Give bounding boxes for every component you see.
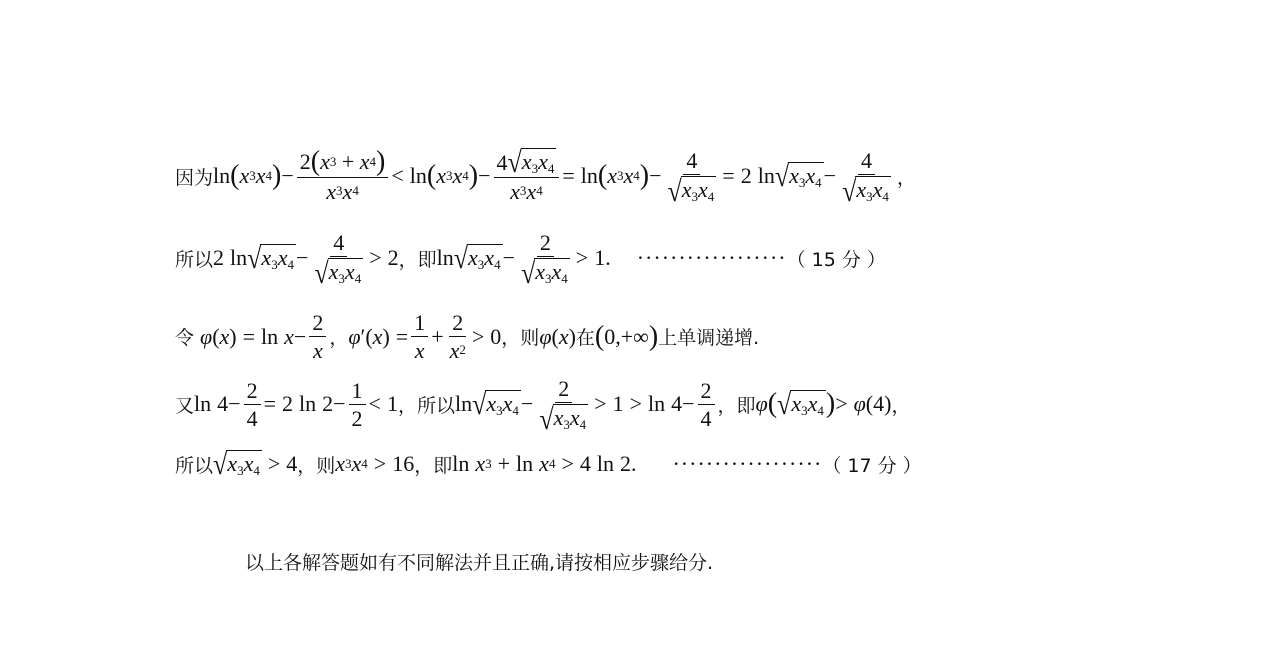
equation-line-5: 所以 √ $x_3x_4$ > 4 ，则 x 3 x 4 > 16 ，即 ln x 3 + ln x 4 > 4 ln 2 . ·················· （ 17 分 ） (175, 448, 922, 482)
line2-dots: ·················· (636, 245, 787, 271)
line5-connector-1: ，则 (297, 454, 336, 477)
line3-connector-1: ， (329, 327, 349, 350)
line2-prefix: 所以 (175, 248, 214, 271)
line2-period: . (605, 245, 611, 271)
line3-mid: 在 (575, 327, 595, 350)
line5-connector-2: ，即 (414, 454, 453, 477)
equation-line-4: 又 ln 4 − $\frac{2}{4}$ = 2 ln 2 − $\frac{1}{2}$ < 1 ，所以 ln √ $x_3x_4$ − 2 √ $x_3x_4$ > 1 > ln 4 − $\frac{2}{4}$ ，即 φ ( √ $x_3x_4$ ) > φ (4) ， (175, 376, 911, 436)
fraction: 4 √ $x_3x_4$ x 3 x 4 (494, 148, 560, 205)
fraction: 2 √ $x_3x_4$ (520, 230, 568, 290)
line4-connector-1: ，所以 (397, 394, 455, 417)
line3-connector-2: ，则 (501, 327, 540, 350)
line4-prefix: 又 (175, 394, 195, 417)
fraction: 2 ( x 3 + x 4 ) x 3 x 4 (297, 148, 389, 204)
fraction: $\frac{1}{x}$ (411, 310, 428, 364)
line5-score: （ 17 分 ） (822, 454, 922, 477)
equation-line-3: 令 φ ( x ) = ln x − $\frac{2}{x}$ ， φ ′ ( x ) = $\frac{1}{x}$ + 2 x 2 > 0 ，则 φ ( x ) 在 ( 0, +∞ ) 上单调递增. (175, 310, 760, 364)
line4-comma: ， (891, 394, 911, 417)
fraction: $\frac{2}{4}$ (244, 378, 261, 432)
fraction: $\frac{2}{x}$ (309, 310, 326, 364)
fraction: $\frac{1}{2}$ (349, 378, 366, 432)
equation-line-2: 所以 2 ln √ $x_3x_4$ − 4 √ $x_3x_4$ > 2 ，即 ln √ $x_3x_4$ − 2 √ $x_3x_4$ > 1 . ·················· （ 15 分 ） (175, 230, 886, 290)
line5-period: . (630, 451, 637, 477)
line1-comma: ， (896, 166, 916, 189)
line3-end: 上单调递增. (658, 327, 760, 350)
fraction: 4 √ $x_3x_4$ (314, 230, 362, 290)
fraction: $\frac{2}{4}$ (698, 378, 715, 432)
line2-score: （ 15 分 ） (786, 248, 886, 271)
fraction: 2 x 2 (449, 310, 466, 364)
line2-connector: ，即 (398, 248, 437, 271)
grading-note: 以上各解答题如有不同解法并且正确,请按相应步骤给分. (245, 552, 714, 574)
line1-prefix: 因为 (175, 166, 214, 189)
line5-prefix: 所以 (175, 454, 214, 477)
fraction: 4 √ $x_3x_4$ (842, 148, 889, 208)
fraction: 4 √ $x_3x_4$ (667, 148, 715, 208)
fraction: 2 √ $x_3x_4$ (539, 376, 587, 436)
equation-line-1: 因为 ln ( x 3 x 4 ) − 2 ( x 3 + x 4 ) x 3 x 4 < ln ( x 3 x 4 ) − 4 √ $x_3x_4$ x 3 x 4 = ln ( x 3 x 4 ) − 4 √ $x_3x_4$ = 2 ln √ $x_3x_4$ − 4 √ $x_3x_4$ ， (175, 146, 916, 208)
line3-prefix: 令 (175, 327, 195, 350)
line4-connector-2: ，即 (717, 394, 756, 417)
line5-dots: ·················· (672, 451, 823, 477)
